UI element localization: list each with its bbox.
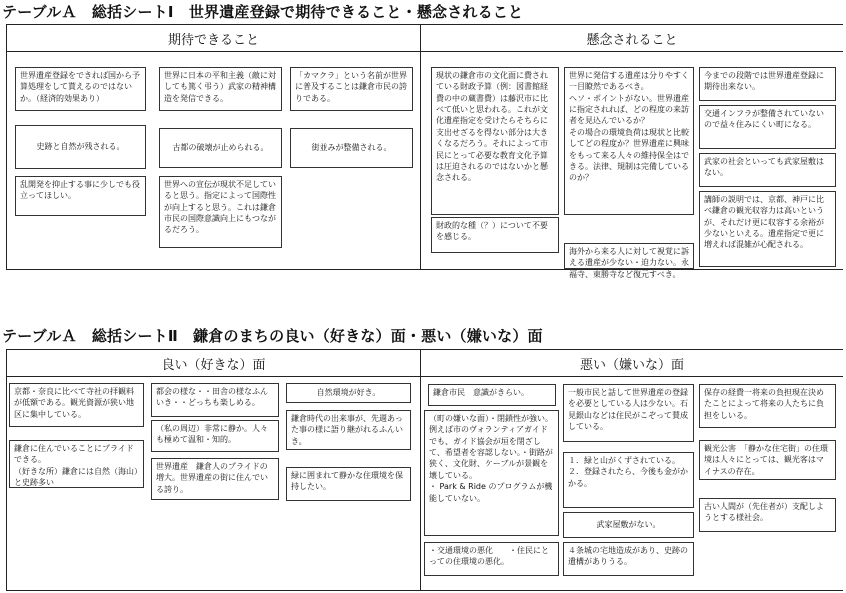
note-card: １．緑と山がくずされている。 ２．登録されたら、今後も金がかかる。 [563, 452, 694, 508]
note-card: 鎌倉に住んでいることにプライドできる。 （好きな所）鎌倉には自然（海山）と史跡多い [9, 440, 144, 488]
note-card: 観光公害 「静かな住宅街」の住環境は人々にとっては、観光客はマイナスの存在。 [699, 440, 836, 480]
note-card: 京都・奈良に比べて寺社の拝観料が低額である。観光資源が狭い地区に集中している。 [9, 383, 144, 427]
note-card: 保存の経費一将来の負担現在決めたことによって将来の人たちに負担をしいる。 [699, 384, 836, 428]
sheet1-left-header: 期待できること [7, 25, 420, 52]
sheet2-left-header: 良い（好きな）面 [7, 350, 420, 377]
note-card: 世界遺産 鎌倉人のプライドの増大。世界遺産の街に住んでいる誇り。 [151, 458, 279, 500]
note-card: 武家の社会といっても武家屋敷はない。 [699, 153, 836, 187]
note-card: 世界遺産登録をできれば国から予算処理をして貰えるのではないか。（経済的効果あり） [15, 67, 146, 111]
note-card: 乱開発を抑止する事に少しでも役立ってほしい。 [15, 176, 146, 216]
note-card: ・交通環境の悪化 ・住民にとっての住環境の悪化。 [424, 542, 559, 576]
note-card: 古都の破壊が止められる。 [159, 128, 282, 168]
sheet2-table [6, 349, 843, 591]
note-card: 自然環境が好き。 [286, 383, 411, 403]
note-card: 史跡と自然が残される。 [15, 125, 146, 169]
note-card: 鎌倉市民 意識がきらい。 [428, 384, 556, 406]
note-card: 交通インフラが整備されていないので益々住みにくい町になる。 [699, 105, 836, 149]
note-card: 緑に囲まれて静かな住環境を保持したい。 [286, 467, 411, 501]
note-card: 講師の説明では、京都、神戸に比べ鎌倉の観光収容力は高いというが、それだけ更に収容する余裕が少ないといえる。遺産指定で更に増えれば混雑が心配される。 [699, 191, 836, 267]
note-card: ４条城の宅地造成があり、史跡の遺構がありうる。 [563, 542, 694, 576]
note-card: 世界への宣伝が現状不足していると思う。指定によって国際性が向上すると思う。これは鎌倉市民の国際意識向上にもつながるだろう。 [159, 176, 282, 248]
note-card: 古い人間が（先住者が）支配しようとする様社会。 [699, 498, 836, 532]
note-card: 都会の様な・・田舎の様なふんいき・・どっちも楽しめる。 [151, 383, 279, 417]
sheet1-table [6, 24, 843, 279]
note-card: 鎌倉時代の出来事が、先週あった事の様に語り継がれるふんいき。 [286, 410, 411, 450]
sheet1-right-header: 懸念されること [421, 25, 843, 52]
note-card: （町の嫌いな面）・閉鎖性が強い。例えば市のヴォランティアガイドでも、ガイド協会が垣を閉ざして、希望者を容認しない。・街路が狭く、文化財、ケーブルが景観を壊している。 ・ Park & Ride のプログラムが機能していない。 [424, 410, 559, 536]
note-card: 今までの段階では世界遺産登録に期待出来ない。 [699, 67, 836, 101]
note-card: 武家屋敷がない。 [563, 512, 694, 538]
note-card: 一般市民と話して世界遺産の登録を必要としている人は少ない。石見銀山などは住民がこぞって賛成している。 [563, 384, 694, 442]
sheet2-title: テーブルＡ 総括シートⅡ 鎌倉のまちの良い（好きな）面・悪い（嫌いな）面 [2, 327, 543, 345]
note-card: 街並みが整備される。 [290, 128, 413, 168]
note-card: 財政的な種（？）について不要を感じる。 [431, 217, 559, 253]
note-card: 現状の鎌倉市の文化面に費されている財政予算（例：図書館経費の中の蔵書費）は藤沢市に比べて低いと思われる。これが文化遺産指定を受けたらそちらに支出せざるを得ない部分は大きくなるだろう。それによって市民にとって必要な教育文化予算は圧迫されるのではないかと懸念される。 [431, 67, 559, 215]
note-card: 世界に日本の平和主義（敵に対しても篤く弔う）武家の精神構造を発信できる。 [159, 67, 282, 111]
sheet1-title: テーブルＡ 総括シートⅠ 世界遺産登録で期待できること・懸念されること [2, 3, 524, 21]
note-card: 海外から来る人に対して視覚に訴える遺産が少ない・迫力ない。永福寺、東勝寺など復元すべき。 [564, 243, 694, 269]
note-card: （私の周辺）非常に静か。人々も極めて温和・知的。 [151, 420, 279, 452]
sheet2-right-header: 悪い（嫌いな）面 [421, 350, 843, 377]
note-card: 世界に発信する遺産は分りやすく一目瞭然であるべき。 ヘソ・ポイントがない。世界遺産に指定されれば、どの程度の来訪者を見込んでいるか？ その場合の環境負荷は現状と比較してどの程度か？世界遺産に興味をもって来る人々の維持保全はできる。法律、規制は完備しているのか？ [564, 67, 694, 215]
note-card: 「カマクラ」という名前が世界に普及することは鎌倉市民の誇りである。 [290, 67, 413, 111]
